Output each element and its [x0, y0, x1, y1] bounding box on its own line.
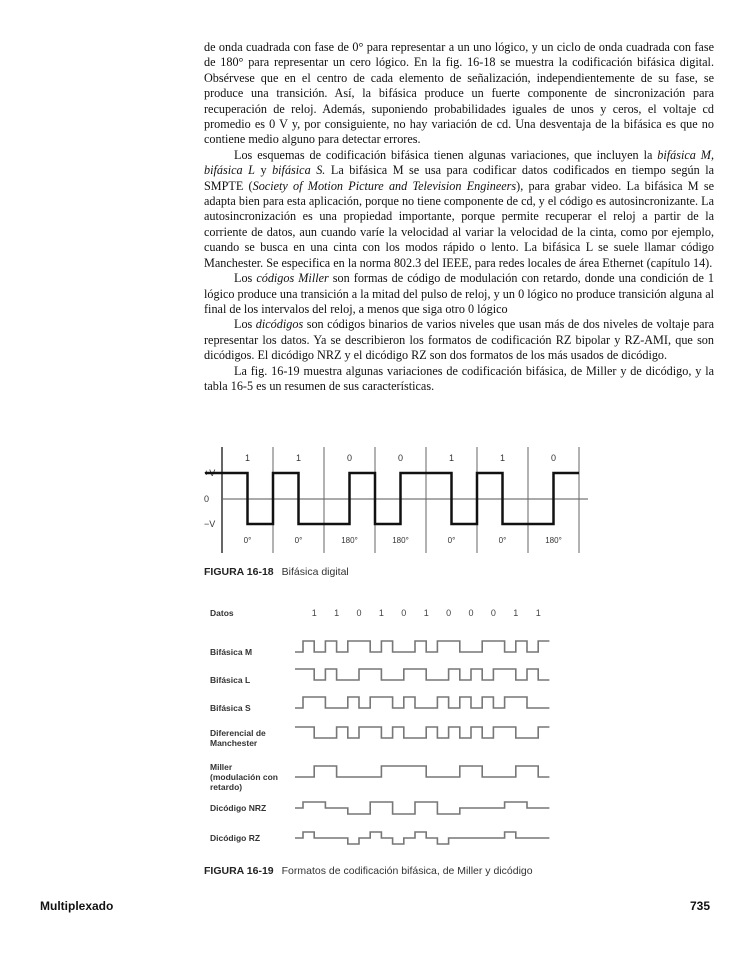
footer-section: Multiplexado — [40, 899, 114, 913]
data-bit: 0 — [401, 608, 407, 618]
bit-label: 1 — [448, 453, 455, 463]
text-run: Los esquemas de codificación bifásica tienen algunas variaciones, que incluyen la — [234, 147, 658, 162]
page-number: 735 — [690, 899, 711, 913]
phase-label: 180° — [545, 536, 562, 545]
text-run: de onda cuadrada con fase de 0° para representar a un uno lógico, y un ciclo de onda cuadrada con fase de 180° para representar un cero lógico. En la fig. 16-18 se muestra la codificación bifásica digital. Obsérvese que en el centro de cada elemento de señalización, independientemente de su fase, se produce una transición. Así, la bifásica produce un fuerte componente de sincronización para recuperación de reloj. Además, suponiendo probabilidades iguales de unos y ceros, el voltaje cd promedio es 0 V y, por consiguiente, no hay variación de cd. Una desventaja de la bifásica es que no contiene medio alguno para detectar errores. — [204, 40, 714, 147]
italic-term: dicódigos — [255, 317, 304, 332]
waveform-4 — [295, 766, 549, 777]
waveform-5 — [295, 802, 549, 814]
phase-label: 180° — [392, 536, 409, 545]
data-bit: 0 — [490, 608, 496, 618]
voltage-label: 0 — [204, 494, 210, 504]
paragraph — [204, 40, 714, 148]
text-run: son formas de código de modulación con retardo, donde una condición de 1 lógico produce una transición a la mitad del pulso de reloj, y un 0 lógico no produce transición alguna al final de los intervalos del reloj, a menos que siga otro 0 lógico — [204, 271, 714, 316]
italic-term: códigos Miller — [256, 271, 329, 286]
data-bit: 1 — [334, 608, 340, 618]
phase-label: 0° — [498, 536, 507, 545]
data-bit: 1 — [378, 608, 384, 618]
row-label: Dicódigo RZ — [210, 833, 261, 843]
italic-term: Society of Motion Picture and Television Engineers — [252, 178, 517, 193]
waveform-1 — [295, 669, 549, 680]
datos-label: Datos — [210, 608, 234, 618]
data-bit: 0 — [356, 608, 362, 618]
bit-label: 1 — [499, 453, 506, 463]
figure-16-18 — [200, 443, 590, 558]
figure-number: FIGURA 16-18 — [204, 566, 274, 578]
figure-16-19-caption — [204, 865, 533, 877]
data-bit: 1 — [311, 608, 317, 618]
figure-16-19 — [295, 600, 560, 860]
bit-label: 1 — [244, 453, 251, 463]
data-bit: 0 — [446, 608, 452, 618]
row-label: Bifásica L — [210, 675, 251, 685]
text-run: son códigos binarios de varios niveles que usan más de dos niveles de voltaje para representar los datos. Ya se describieron los formatos de codificación RZ bipolar y RZ-AMI, que son dicódigos. El dicódigo NRZ y el dicódigo RZ son dos formatos de los más usados de dicódigo. — [204, 317, 714, 363]
phase-label: 180° — [341, 536, 358, 545]
figure-16-18-caption — [204, 566, 349, 578]
text-run: Los — [234, 317, 256, 332]
waveform-6 — [295, 832, 549, 844]
row-label: Bifásica S — [210, 703, 251, 713]
row-label: Miller (modulación con retardo) — [210, 762, 278, 792]
paragraph — [204, 271, 714, 317]
italic-term: bifásica S. — [272, 163, 326, 178]
text-run: y — [254, 163, 273, 178]
figure-title: Formatos de codificación bifásica, de Miller y dicódigo — [281, 865, 533, 877]
data-bit: 1 — [513, 608, 519, 618]
voltage-label: −V — [204, 519, 216, 529]
paragraph — [204, 317, 714, 363]
bit-label: 0 — [346, 453, 353, 463]
italic-term: bifásica M, bifásica L — [204, 147, 714, 178]
bit-label: 0 — [397, 453, 404, 463]
text-run: La bifásica M se usa para codificar datos codificados en tiempo según la SMPTE ( — [204, 163, 715, 193]
text-run: Los — [234, 271, 257, 286]
data-bit: 1 — [423, 608, 429, 618]
text-run: La fig. 16-19 muestra algunas variaciones de codificación bifásica, de Miller y de dicódigo, y la tabla 16-5 es un resumen de sus características. — [204, 363, 714, 393]
paragraph — [204, 364, 714, 395]
phase-label: 0° — [447, 536, 456, 545]
bit-label: 1 — [295, 453, 302, 463]
waveform-3 — [295, 727, 549, 738]
phase-label: 0° — [243, 536, 252, 545]
data-bit: 0 — [468, 608, 474, 618]
row-label: Diferencial de Manchester — [210, 728, 266, 748]
waveform-0 — [295, 641, 549, 652]
body-text — [204, 40, 714, 394]
figure-title: Bifásica digital — [281, 566, 349, 578]
row-label: Dicódigo NRZ — [210, 803, 267, 813]
phase-label: 0° — [294, 536, 303, 545]
row-label: Bifásica M — [210, 647, 253, 657]
voltage-label: +V — [204, 468, 216, 478]
paragraph — [204, 148, 714, 271]
data-bit: 1 — [535, 608, 541, 618]
figure-number: FIGURA 16-19 — [204, 865, 274, 877]
bit-label: 0 — [550, 453, 557, 463]
text-run: ), para grabar video. La bifásica M se adapta bien para esta aplicación, porque no tiene componente de cd, y el código es autosincronizante. La autosincronización es una propiedad importante, porque permite recuperar el reloj a partir de la corriente de datos, aun cuando varíe la velocidad al variar la velocidad de la cinta, como por ejemplo, cuando se busca en una cinta con los modos rápido o lento. La bifásica L se suele llamar código Manchester. Se especifica en la norma 802.3 del IEEE, para redes locales de área Ethernet (capítulo 14). — [204, 178, 715, 270]
waveform-2 — [295, 697, 549, 708]
